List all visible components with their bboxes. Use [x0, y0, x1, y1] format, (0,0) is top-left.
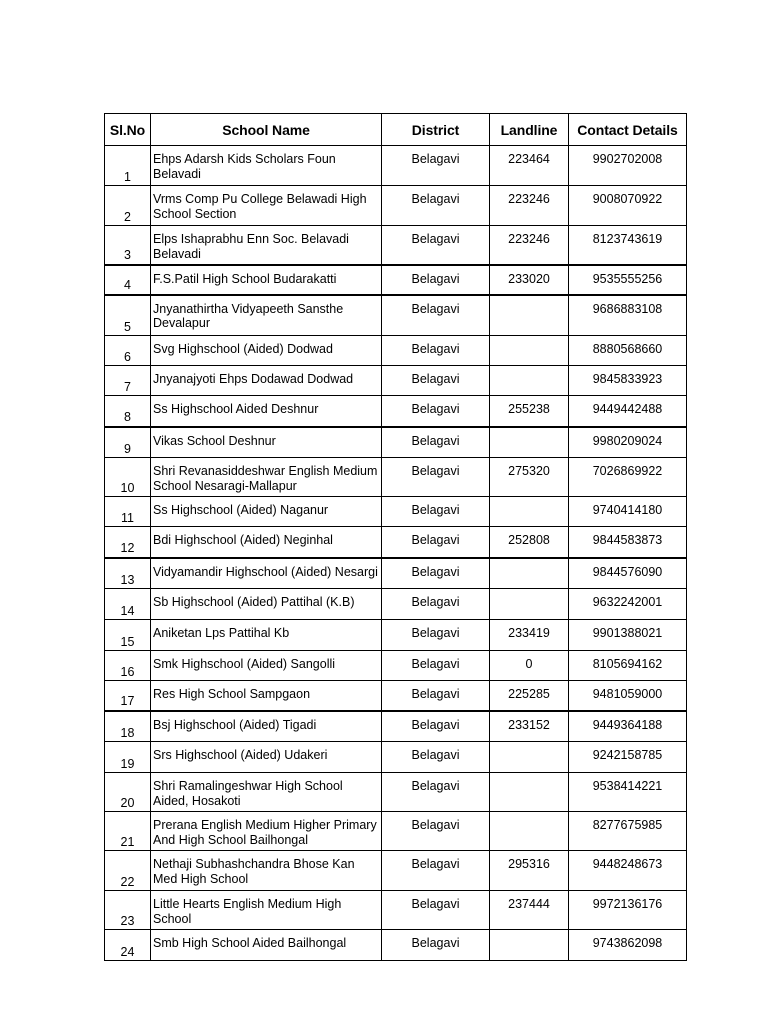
cell-school-name [151, 226, 382, 265]
school-name-line: Smk Highschool (Aided) Sangolli [153, 657, 336, 671]
cell-landline [490, 427, 569, 458]
cell-district: Belagavi [382, 396, 490, 427]
cell-district: Belagavi [382, 265, 490, 295]
table-row [105, 396, 687, 427]
table-row [105, 427, 687, 458]
cell-sl-no: 14 [105, 589, 151, 620]
table-row [105, 742, 687, 773]
cell-contact-details: 9449364188 [569, 711, 687, 742]
cell-sl-no: 5 [105, 295, 151, 336]
cell-sl-no: 23 [105, 891, 151, 930]
cell-contact-details: 9481059000 [569, 681, 687, 711]
cell-school-name [151, 186, 382, 226]
table-row [105, 558, 687, 589]
cell-district: Belagavi [382, 812, 490, 851]
cell-contact-details: 9972136176 [569, 891, 687, 930]
cell-contact-details: 9980209024 [569, 427, 687, 458]
cell-contact-details: 9535555256 [569, 265, 687, 295]
cell-school-name [151, 891, 382, 930]
cell-landline [490, 336, 569, 366]
school-name-line: Prerana English Medium Higher Primary [153, 818, 377, 832]
cell-contact-details: 9844576090 [569, 558, 687, 589]
cell-contact-details: 7026869922 [569, 458, 687, 497]
table-header-row [105, 114, 687, 146]
cell-landline: 295316 [490, 851, 569, 891]
table-row [105, 366, 687, 396]
cell-district: Belagavi [382, 773, 490, 812]
header-district: District [382, 114, 490, 146]
cell-contact-details: 8123743619 [569, 226, 687, 265]
cell-district: Belagavi [382, 336, 490, 366]
cell-district: Belagavi [382, 226, 490, 265]
cell-school-name [151, 812, 382, 851]
cell-sl-no: 3 [105, 226, 151, 265]
cell-sl-no: 24 [105, 930, 151, 961]
cell-contact-details: 9902702008 [569, 146, 687, 186]
table-row [105, 336, 687, 366]
school-name-line: Med High School [153, 871, 249, 886]
cell-sl-no: 19 [105, 742, 151, 773]
header-landline: Landline [490, 114, 569, 146]
school-name-line: Vikas School Deshnur [153, 433, 276, 448]
cell-landline [490, 589, 569, 620]
cell-sl-no: 13 [105, 558, 151, 589]
cell-district: Belagavi [382, 186, 490, 226]
cell-contact-details: 8277675985 [569, 812, 687, 851]
school-name-line: Ss Highschool Aided Deshnur [153, 402, 319, 416]
header-sl-no: Sl.No [105, 114, 151, 146]
cell-sl-no: 16 [105, 651, 151, 681]
cell-district: Belagavi [382, 146, 490, 186]
cell-school-name [151, 458, 382, 497]
table-row [105, 226, 687, 265]
cell-school-name [151, 146, 382, 186]
table-row [105, 265, 687, 295]
cell-district: Belagavi [382, 366, 490, 396]
cell-sl-no: 17 [105, 681, 151, 711]
cell-school-name [151, 527, 382, 558]
cell-landline: 0 [490, 651, 569, 681]
school-name-line: Aniketan Lps Pattihal Kb [153, 626, 290, 640]
cell-contact-details: 9538414221 [569, 773, 687, 812]
cell-contact-details: 9449442488 [569, 396, 687, 427]
cell-district: Belagavi [382, 681, 490, 711]
cell-sl-no: 8 [105, 396, 151, 427]
school-name-line: School [153, 911, 192, 926]
table-row [105, 527, 687, 558]
cell-landline [490, 366, 569, 396]
school-name-line: Shri Revanasiddeshwar English Medium [153, 464, 378, 478]
cell-sl-no: 1 [105, 146, 151, 186]
cell-landline [490, 558, 569, 589]
school-name-line: School Nesaragi-Mallapur [153, 478, 297, 493]
cell-landline [490, 930, 569, 961]
cell-district: Belagavi [382, 458, 490, 497]
cell-landline [490, 742, 569, 773]
cell-landline [490, 497, 569, 527]
cell-district: Belagavi [382, 620, 490, 651]
table-row [105, 930, 687, 961]
school-name-line: Aided, Hosakoti [153, 793, 241, 808]
cell-landline: 233152 [490, 711, 569, 742]
cell-sl-no: 21 [105, 812, 151, 851]
cell-school-name [151, 930, 382, 961]
cell-landline: 252808 [490, 527, 569, 558]
school-name-line: Srs Highschool (Aided) Udakeri [153, 748, 328, 762]
cell-landline [490, 295, 569, 336]
school-name-line: Res High School Sampgaon [153, 687, 311, 701]
table-row [105, 295, 687, 336]
cell-landline: 223246 [490, 186, 569, 226]
cell-landline: 233020 [490, 265, 569, 295]
table-row [105, 620, 687, 651]
cell-landline: 275320 [490, 458, 569, 497]
table-row [105, 851, 687, 891]
cell-sl-no: 6 [105, 336, 151, 366]
header-school-name: School Name [151, 114, 382, 146]
school-name-line: Devalapur [153, 316, 210, 330]
school-name-line: And High School Bailhongal [153, 832, 308, 847]
cell-sl-no: 7 [105, 366, 151, 396]
cell-district: Belagavi [382, 497, 490, 527]
cell-contact-details: 8880568660 [569, 336, 687, 366]
table-body [105, 146, 687, 961]
cell-school-name [151, 742, 382, 773]
cell-sl-no: 18 [105, 711, 151, 742]
table-row [105, 651, 687, 681]
cell-landline: 233419 [490, 620, 569, 651]
cell-contact-details: 9632242001 [569, 589, 687, 620]
cell-school-name [151, 589, 382, 620]
cell-landline [490, 773, 569, 812]
school-name-line: Ehps Adarsh Kids Scholars Foun [153, 152, 336, 166]
cell-contact-details: 9901388021 [569, 620, 687, 651]
cell-school-name [151, 265, 382, 295]
cell-landline: 237444 [490, 891, 569, 930]
cell-school-name [151, 427, 382, 458]
cell-school-name [151, 366, 382, 396]
school-name-line: Belavadi [153, 166, 201, 181]
cell-district: Belagavi [382, 930, 490, 961]
school-name-line: Belavadi [153, 246, 201, 261]
header-contact-details: Contact Details [569, 114, 687, 146]
school-name-line: F.S.Patil High School Budarakatti [153, 271, 337, 286]
cell-district: Belagavi [382, 891, 490, 930]
table-row [105, 497, 687, 527]
cell-school-name [151, 851, 382, 891]
cell-district: Belagavi [382, 427, 490, 458]
school-name-line: Bdi Highschool (Aided) Neginhal [153, 533, 333, 547]
cell-school-name [151, 681, 382, 711]
cell-sl-no: 10 [105, 458, 151, 497]
school-name-line: Little Hearts English Medium High [153, 897, 342, 911]
table-row [105, 458, 687, 497]
cell-school-name [151, 651, 382, 681]
cell-district: Belagavi [382, 295, 490, 336]
table-row [105, 186, 687, 226]
cell-district: Belagavi [382, 589, 490, 620]
cell-school-name [151, 620, 382, 651]
cell-school-name [151, 295, 382, 336]
cell-district: Belagavi [382, 711, 490, 742]
cell-school-name [151, 396, 382, 427]
cell-district: Belagavi [382, 558, 490, 589]
school-name-line: Jnyanajyoti Ehps Dodawad Dodwad [153, 372, 354, 386]
cell-sl-no: 20 [105, 773, 151, 812]
cell-contact-details: 9448248673 [569, 851, 687, 891]
cell-sl-no: 22 [105, 851, 151, 891]
cell-school-name [151, 773, 382, 812]
school-name-line: Nethaji Subhashchandra Bhose Kan [153, 857, 355, 871]
cell-contact-details: 9845833923 [569, 366, 687, 396]
cell-school-name [151, 558, 382, 589]
cell-sl-no: 4 [105, 265, 151, 295]
cell-landline: 255238 [490, 396, 569, 427]
table-row [105, 773, 687, 812]
cell-contact-details: 9740414180 [569, 497, 687, 527]
table-row [105, 711, 687, 742]
school-name-line: Bsj Highschool (Aided) Tigadi [153, 717, 317, 732]
school-name-line: Vrms Comp Pu College Belawadi High [153, 192, 367, 206]
cell-school-name [151, 711, 382, 742]
cell-district: Belagavi [382, 742, 490, 773]
school-name-line: Svg Highschool (Aided) Dodwad [153, 342, 333, 356]
table-row [105, 146, 687, 186]
table-row [105, 812, 687, 851]
cell-sl-no: 12 [105, 527, 151, 558]
cell-contact-details: 9008070922 [569, 186, 687, 226]
cell-contact-details: 8105694162 [569, 651, 687, 681]
cell-sl-no: 15 [105, 620, 151, 651]
cell-sl-no: 11 [105, 497, 151, 527]
cell-sl-no: 9 [105, 427, 151, 458]
cell-contact-details: 9743862098 [569, 930, 687, 961]
table-row [105, 681, 687, 711]
schools-table [104, 113, 687, 961]
cell-district: Belagavi [382, 651, 490, 681]
cell-contact-details: 9686883108 [569, 295, 687, 336]
cell-landline: 225285 [490, 681, 569, 711]
cell-sl-no: 2 [105, 186, 151, 226]
cell-landline: 223464 [490, 146, 569, 186]
school-name-line: Smb High School Aided Bailhongal [153, 936, 347, 950]
cell-contact-details: 9844583873 [569, 527, 687, 558]
school-name-line: Shri Ramalingeshwar High School [153, 779, 343, 793]
school-name-line: Vidyamandir Highschool (Aided) Nesargi [153, 564, 378, 579]
school-name-line: Elps Ishaprabhu Enn Soc. Belavadi [153, 232, 349, 246]
cell-landline [490, 812, 569, 851]
cell-landline: 223246 [490, 226, 569, 265]
cell-district: Belagavi [382, 527, 490, 558]
table-row [105, 589, 687, 620]
school-name-line: Jnyanathirtha Vidyapeeth Sansthe [153, 301, 344, 316]
cell-contact-details: 9242158785 [569, 742, 687, 773]
school-name-line: Sb Highschool (Aided) Pattihal (K.B) [153, 595, 355, 609]
school-name-line: School Section [153, 206, 237, 221]
cell-school-name [151, 336, 382, 366]
school-name-line: Ss Highschool (Aided) Naganur [153, 503, 329, 517]
cell-school-name [151, 497, 382, 527]
cell-district: Belagavi [382, 851, 490, 891]
table-row [105, 891, 687, 930]
